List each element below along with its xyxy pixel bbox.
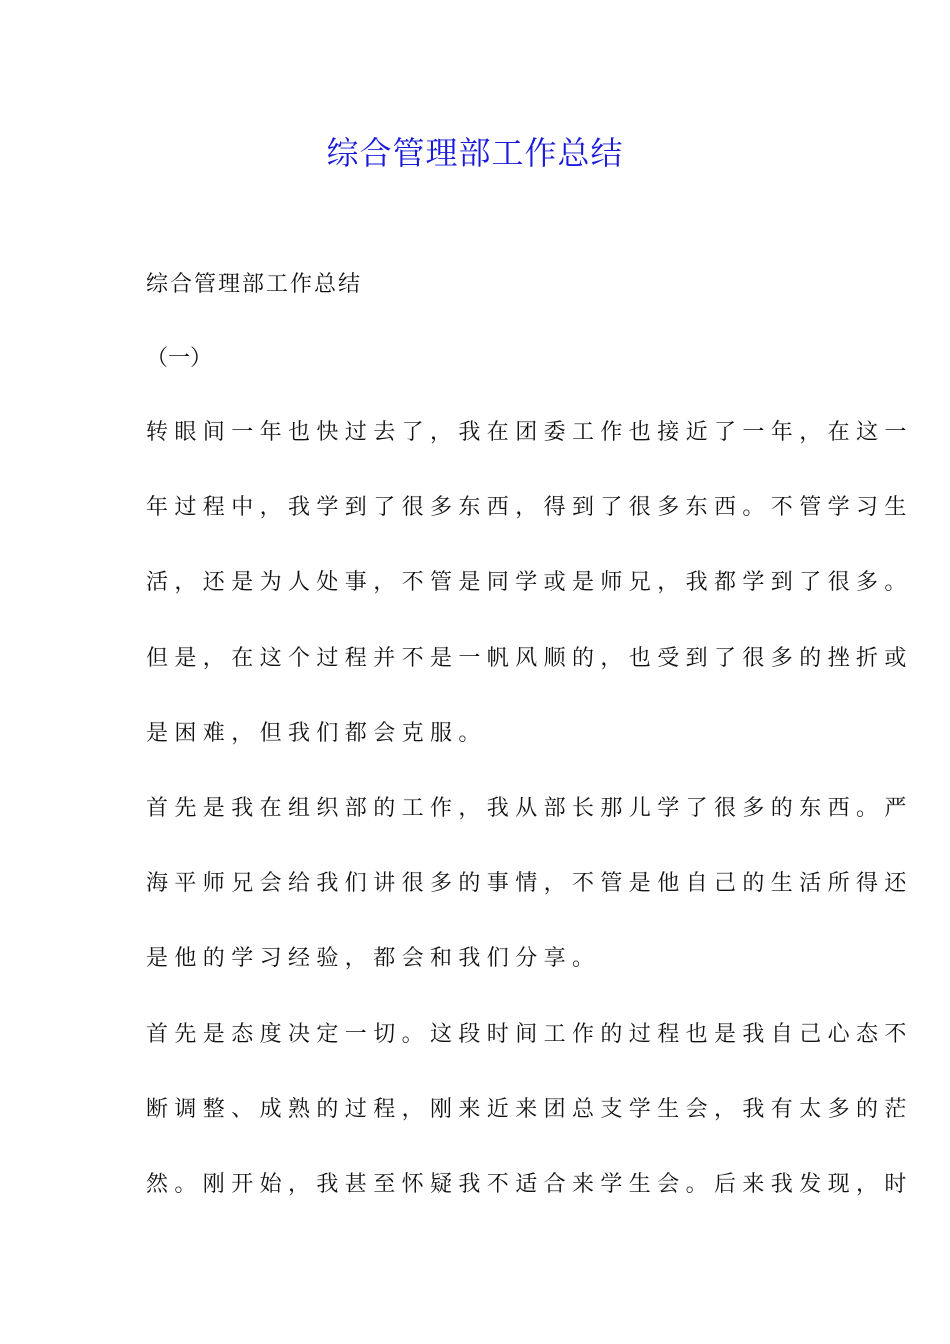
document-title: 综合管理部工作总结 <box>326 134 624 172</box>
body-line: 是他的学习经验，都会和我们分享。 <box>146 946 601 972</box>
document-body <box>146 416 913 1243</box>
body-line: 是困难，但我们都会克服。 <box>146 720 487 746</box>
section-marker: （一） <box>146 346 213 371</box>
body-line: 海平师兄会给我们讲很多的事情，不管是他自己的生活所得还 <box>146 871 913 897</box>
document-subheading: 综合管理部工作总结 <box>146 272 363 297</box>
body-line: 首先是态度决定一切。这段时间工作的过程也是我自己心态不 <box>146 1021 913 1047</box>
body-line: 但是，在这个过程并不是一帆风顺的，也受到了很多的挫折或 <box>146 645 913 671</box>
body-line: 断调整、成熟的过程，刚来近来团总支学生会，我有太多的茫 <box>146 1096 913 1122</box>
body-line: 然。刚开始，我甚至怀疑我不适合来学生会。后来我发现，时 <box>146 1171 913 1197</box>
body-line: 活，还是为人处事，不管是同学或是师兄，我都学到了很多。 <box>146 570 913 596</box>
body-line: 年过程中，我学到了很多东西，得到了很多东西。不管学习生 <box>146 495 913 521</box>
body-line: 转眼间一年也快过去了，我在团委工作也接近了一年，在这一 <box>146 420 913 445</box>
body-line: 首先是我在组织部的工作，我从部长那儿学了很多的东西。严 <box>146 795 913 821</box>
